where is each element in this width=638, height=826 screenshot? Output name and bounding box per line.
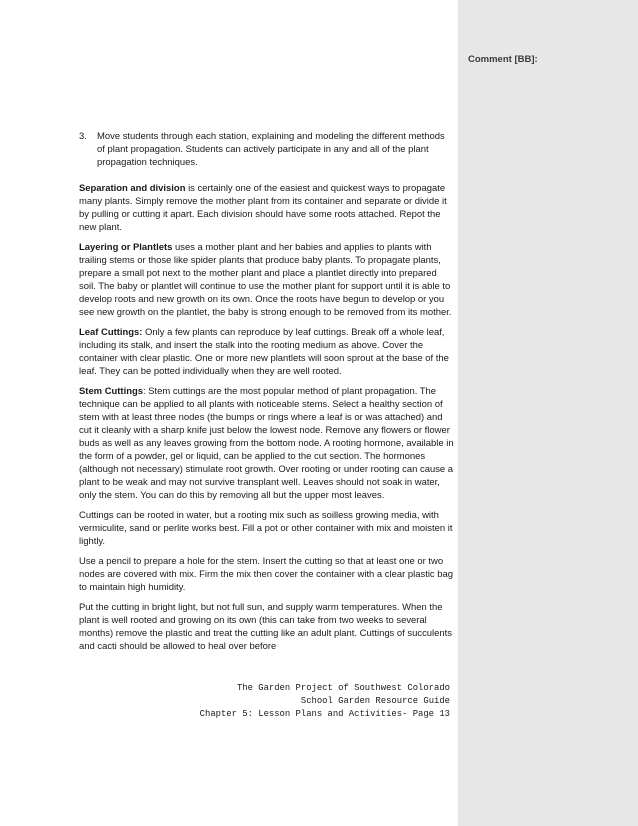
comment-title: Comment [BB]: bbox=[468, 54, 538, 65]
footer-line-1: The Garden Project of Southwest Colorado bbox=[236, 683, 450, 693]
paragraph-text: Use a pencil to prepare a hole for the stem. Insert the cutting so that at least one or two nodes are covered with mix. Firm the mix then cover the container with a clear plastic bag to maintain high humidity. bbox=[79, 556, 453, 593]
paragraph-lead: Stem Cuttings bbox=[79, 386, 143, 397]
paragraph-lead: Separation and division bbox=[79, 183, 186, 194]
paragraph-separation-division bbox=[79, 182, 454, 234]
page-body bbox=[79, 130, 454, 660]
paragraph-lead: Leaf Cuttings: bbox=[79, 327, 143, 338]
paragraph-text: Put the cutting in bright light, but not full sun, and supply warm temperatures. When the plant is well rooted and growing on its own (this can take from two weeks to several months) remove the plastic and treat the cutting like an adult plant. Cuttings of succulents and cacti should be allowed to heal over before bbox=[79, 602, 452, 652]
paragraph-text: : Stem cuttings are the most popular method of plant propagation. The technique can be applied to all plants with noticeable stems. Select a healthy section of stem with at least three nodes (the bumps or rings where a leaf is or was attached) and cut it cleanly with a sharp knife just below the lowest node. Remove any flowers or flower buds as well as any leaves growing from the bottom node. A rooting hormone, available in the form of a powder, gel or liquid, can be applied to the cut section. The hormones (although not necessary) stimulate root growth. Over rooting or under rooting can cause a plant to be weak and may not survive transplant well. Leaves should not soak in water, only the stem. You can do this by removing all but the upper most leaves. bbox=[79, 386, 454, 501]
paragraph-text: is certainly one of the easiest and quickest ways to propagate many plants. Simply remove the mother plant from its container and separate or divide it by pulling or cutting it apart. Each division should have some roots attached. Repot the new plant. bbox=[79, 183, 447, 233]
footer-line-3: Chapter 5: Lesson Plans and Activities- Page 13 bbox=[199, 709, 450, 719]
comment-pane bbox=[458, 0, 638, 826]
paragraph-text: Cuttings can be rooted in water, but a rooting mix such as soilless growing media, with vermiculite, sand or perlite works best. Fill a pot or other container with mix and moisten it lightly. bbox=[79, 510, 453, 547]
paragraph-bright-light bbox=[79, 601, 454, 653]
paragraph-lead: Layering or Plantlets bbox=[79, 242, 173, 253]
paragraph-stem-cuttings bbox=[79, 385, 454, 502]
paragraph-pencil-hole bbox=[79, 555, 454, 594]
paragraph-leaf-cuttings bbox=[79, 326, 454, 378]
paragraph-layering-plantlets bbox=[79, 241, 454, 319]
paragraph-rooting-media bbox=[79, 509, 454, 548]
page-footer bbox=[150, 682, 450, 721]
list-text: Move students through each station, explaining and modeling the different methods of plant propagation. Students can actively participate in any and all of the plant propagation techniques. bbox=[97, 131, 445, 168]
list-item-3 bbox=[79, 130, 454, 169]
list-number: 3. bbox=[79, 131, 87, 142]
footer-line-2: School Garden Resource Guide bbox=[300, 696, 450, 706]
paragraph-text: uses a mother plant and her babies and applies to plants with trailing stems or those like spider plants that produce baby plants. To propagate plants, prepare a small pot next to the mother plant and place a plantlet directly into prepared soil. The baby or plantlet will continue to use the mother plant for support until it is able to develop roots and new growth on its own. Once the roots have begun to develop or you see new growth on the plantlet, the baby is strong enough to be removed from its mother. bbox=[79, 242, 452, 318]
paragraph-text: Only a few plants can reproduce by leaf cuttings. Break off a whole leaf, including its stalk, and insert the stalk into the rooting medium as above. Cover the container with clear plastic. One or more new plantlets will soon sprout at the base of the leaf. They can be potted individually when they are well rooted. bbox=[79, 327, 449, 377]
